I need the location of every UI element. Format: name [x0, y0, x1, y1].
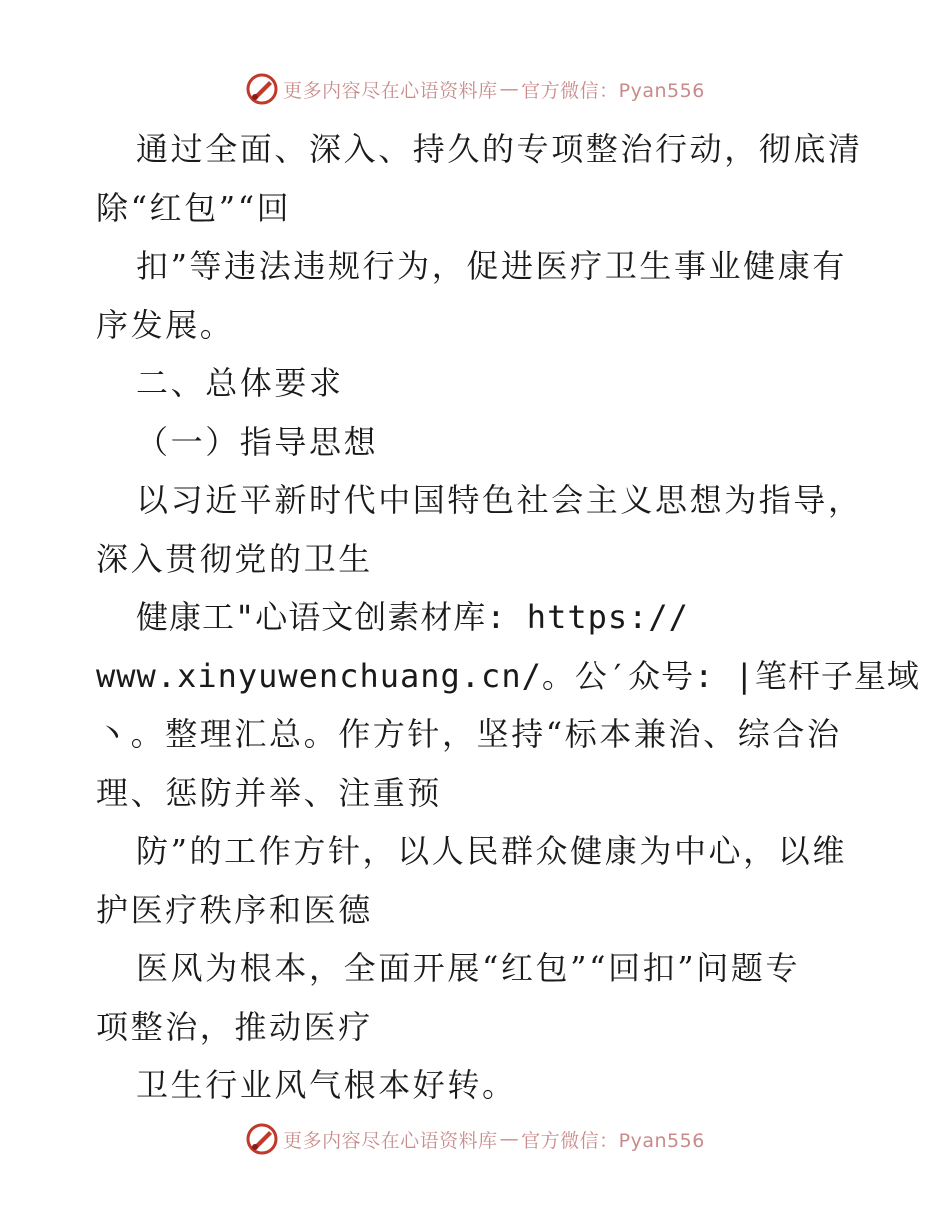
- text-line: 健康工"心语文创素材库: https://: [136, 598, 689, 636]
- watermark-text: 更多内容尽在心语资料库: [283, 79, 498, 102]
- watermark-contact: 官方微信：Pyan556: [521, 79, 705, 102]
- text-line: 项整治，推动医疗: [96, 1007, 373, 1046]
- watermark-separator: —: [499, 1128, 520, 1150]
- text-line: 卫生行业风气根本好转。: [136, 1066, 517, 1104]
- text-line: 医风为根本，全面开展“红包”“回扣”问题专: [136, 949, 801, 987]
- text-line: 以习近平新时代中国特色社会主义思想为指导，: [136, 481, 863, 519]
- text-line: 护医疗秩序和医德: [96, 890, 373, 929]
- brush-logo-icon: [245, 72, 279, 106]
- text-line: www.xinyuwenchuang.cn/。公′众号: |笔杆子星域: [96, 656, 920, 695]
- text-line: 丶。整理汇总。作方针，坚持“标本兼治、综合治: [96, 715, 842, 753]
- text-line: 防”的工作方针，以人民群众健康为中心，以维: [136, 832, 847, 870]
- brush-logo-icon: [245, 1122, 279, 1156]
- text-line: 序发展。: [96, 305, 235, 344]
- subsection-heading: （一）指导思想: [136, 422, 379, 461]
- text-line: 通过全面、深入、持久的专项整治行动，彻底清: [136, 130, 863, 168]
- document-body: [96, 120, 920, 1115]
- watermark-separator: —: [499, 78, 520, 100]
- watermark-contact: 官方微信：Pyan556: [521, 1129, 705, 1152]
- text-line: 扣”等违法违规行为，促进医疗卫生事业健康有: [136, 247, 847, 285]
- header-watermark: [0, 72, 950, 106]
- text-line: 除“红包”“回: [96, 188, 292, 227]
- watermark-text: 更多内容尽在心语资料库: [283, 1129, 498, 1152]
- section-heading: 二、总体要求: [136, 364, 344, 402]
- footer-watermark: [0, 1122, 950, 1156]
- text-line: 深入贯彻党的卫生: [96, 539, 373, 578]
- text-line: 理、惩防并举、注重预: [96, 773, 443, 812]
